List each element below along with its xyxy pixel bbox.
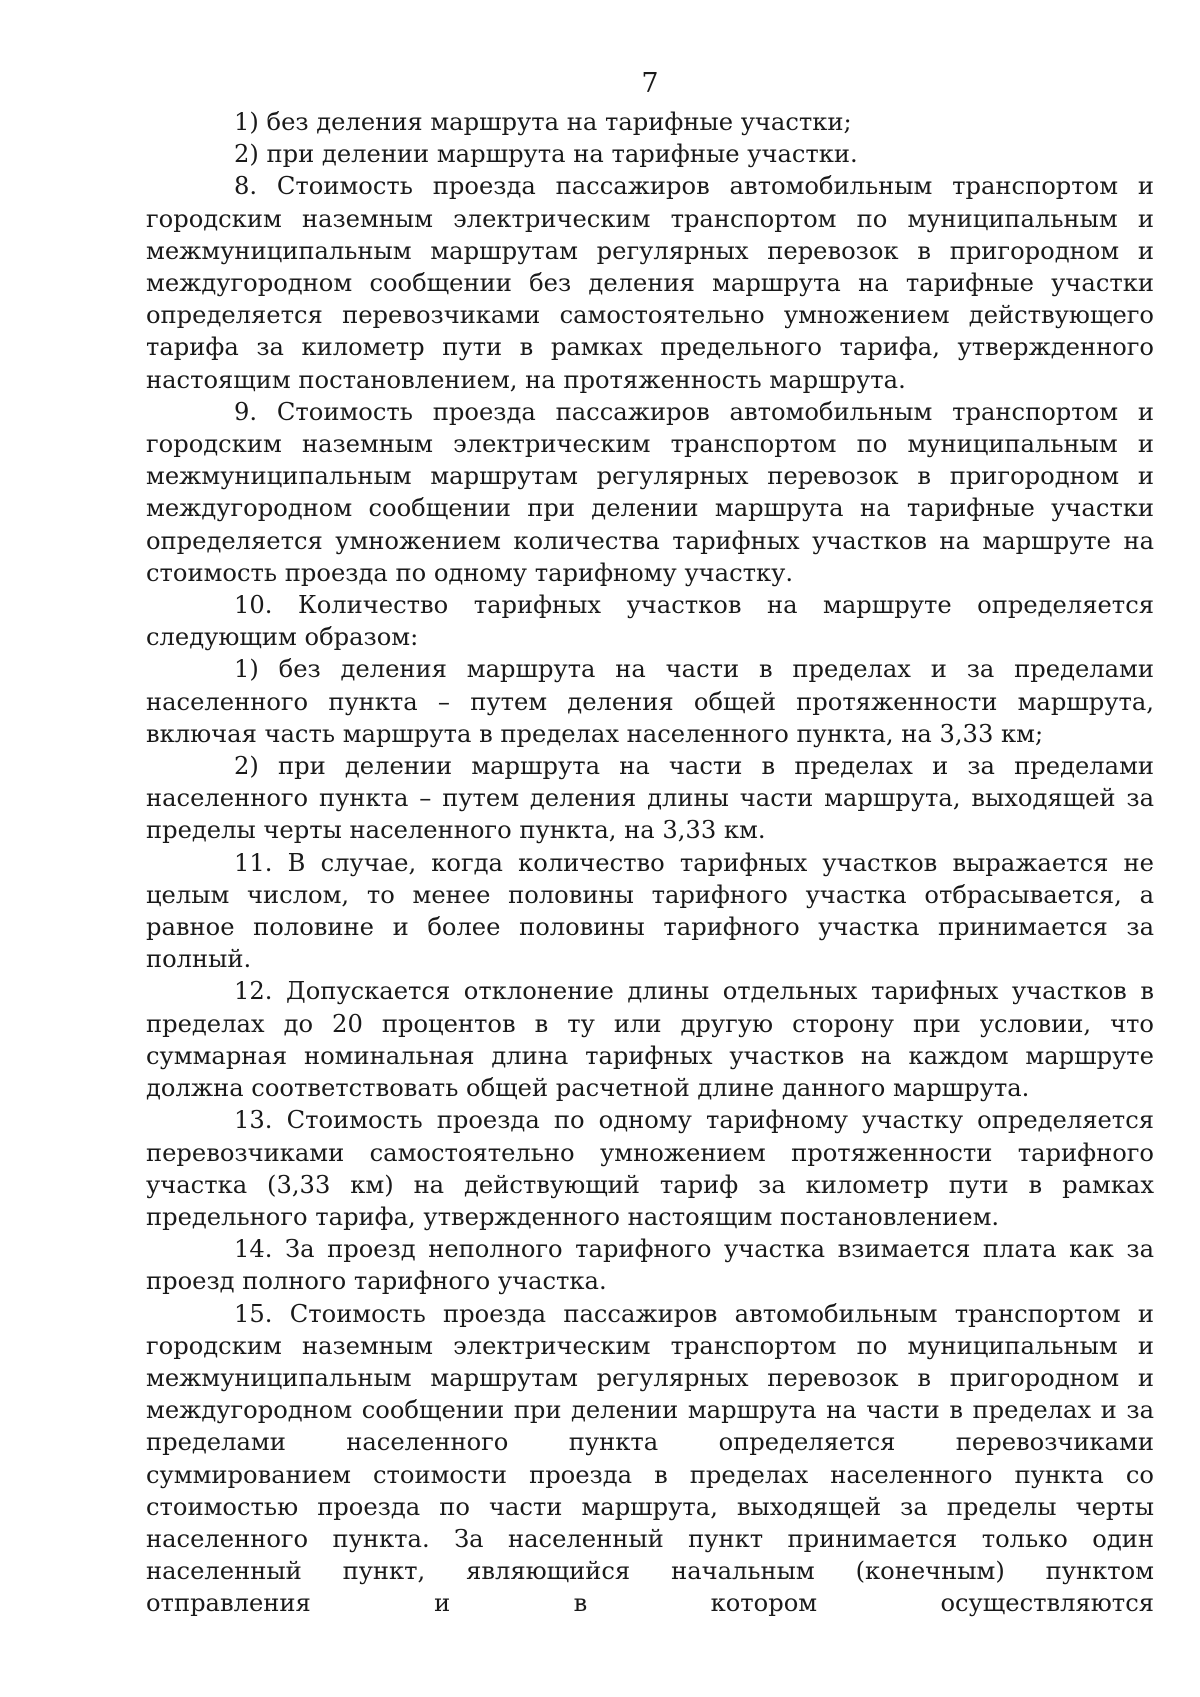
paragraph-clause-12: 12. Допускается отклонение длины отдельных тарифных участков в пределах до 20 процентов в ту или другую сторону при условии, что суммарная номинальная длина тарифных участков на каждом маршруте должна соответствовать общей расчетной длине данного маршрута.: [146, 977, 1154, 1103]
page-number: 7: [641, 68, 659, 99]
paragraph-clause-13: 13. Стоимость проезда по одному тарифному участку определяется перевозчиками самостоятельно умножением протяженности тарифного участка (3,33 км) на действующий тариф за километр пути в рамках предельного тарифа, утвержденного настоящим постановлением.: [146, 1106, 1154, 1231]
paragraph-clause-8: 8. Стоимость проезда пассажиров автомобильным транспортом и городским наземным электрическим транспортом по муниципальным и межмуниципальным маршрутам регулярных перевозок в пригородном и междугородном сообщении без деления маршрута на тарифные участки определяется перевозчиками самостоятельно умножением действующего тарифа за километр пути в рамках предельного тарифа, утвержденного настоящим постановлением, на протяженность маршрута.: [146, 172, 1154, 394]
paragraph-clause-9: 9. Стоимость проезда пассажиров автомобильным транспортом и городским наземным электрическим транспортом по муниципальным и межмуниципальным маршрутам регулярных перевозок в пригородном и междугородном сообщении при делении маршрута на тарифные участки определяется умножением количества тарифных участков на маршруте на стоимость проезда по одному тарифному участку.: [146, 397, 1154, 587]
paragraph-item-1: 1) без деления маршрута на тарифные участки;: [234, 108, 852, 136]
paragraph-clause-15: 15. Стоимость проезда пассажиров автомобильным транспортом и городским наземным электрическим транспортом по муниципальным и межмуниципальным маршрутам регулярных перевозок в пригородном и междугородном сообщении при делении маршрута на части в пределах и за пределами населенного пункта определяется перевозчиками суммированием стоимости проезда в пределах населенного пункта со стоимостью проезда по части маршрута, выходящей за пределы черты населенного пункта. За населенный пункт принимается только один населенный пункт, являющийся начальным (конечным) пунктом отправления и в котором осуществляются: [146, 1299, 1154, 1618]
document-page: [146, 62, 1154, 1662]
paragraph-clause-10-item-1: 1) без деления маршрута на части в пределах и за пределами населенного пункта – путем деления общей протяженности маршрута, включая часть маршрута в пределах населенного пункта, на 3,33 км;: [146, 655, 1154, 748]
paragraph-clause-14: 14. За проезд неполного тарифного участка взимается плата как за проезд полного тарифного участка.: [146, 1235, 1154, 1296]
paragraph-clause-11: 11. В случае, когда количество тарифных участков выражается не целым числом, то менее половины тарифного участка отбрасывается, а равное половине и более половины тарифного участка принимается за полный.: [146, 848, 1154, 974]
paragraph-clause-10-item-2: 2) при делении маршрута на части в пределах и за пределами населенного пункта – путем деления длины части маршрута, выходящей за пределы черты населенного пункта, на 3,33 км.: [146, 752, 1154, 845]
paragraph-item-2: 2) при делении маршрута на тарифные участки.: [234, 140, 858, 169]
paragraph-clause-10: 10. Количество тарифных участков на маршруте определяется следующим образом:: [146, 591, 1154, 652]
